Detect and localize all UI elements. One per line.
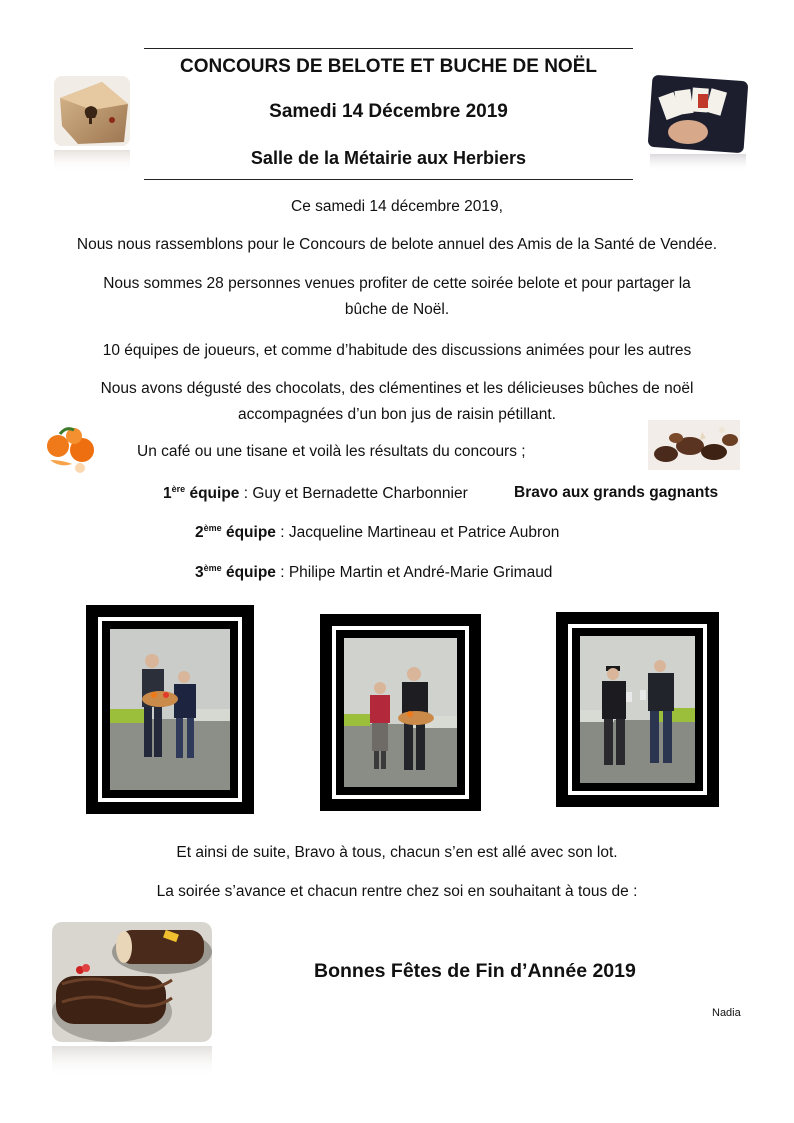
rank-suffix: ème <box>203 523 222 533</box>
result-second-team <box>195 523 559 542</box>
rank-suffix: ème <box>203 563 222 573</box>
intro-date-paragraph: Ce samedi 14 décembre 2019, <box>291 198 503 215</box>
rank-number: 1 <box>163 485 172 503</box>
teams-paragraph: 10 équipes de joueurs, et comme d’habitude des discussions animées pour les autres <box>102 342 692 359</box>
photo-frame-third-team <box>556 612 719 807</box>
third-team-photo <box>580 636 695 783</box>
header-top-rule <box>144 48 633 49</box>
clementines-icon <box>40 420 106 480</box>
results-intro-paragraph: Un café ou une tisane et voilà les résultats du concours ; <box>137 443 526 460</box>
author-signature: Nadia <box>712 1007 741 1019</box>
team-word: équipe <box>225 564 276 582</box>
farewell-paragraph: La soirée s’avance et chacun rentre chez soi en souhaitant à tous de : <box>156 883 638 900</box>
photo-frame-winners <box>86 605 254 814</box>
tasting-paragraph-line1: Nous avons dégusté des chocolats, des clémentines et les délicieuses bûches de noël <box>100 380 694 397</box>
event-venue: Salle de la Métairie aux Herbiers <box>250 148 527 168</box>
result-first-team <box>163 484 468 503</box>
yule-log-icon <box>52 922 212 1080</box>
event-title: CONCOURS DE BELOTE ET BUCHE DE NOËL <box>180 56 597 77</box>
header-bottom-rule <box>144 179 633 180</box>
rank-suffix: ère <box>171 484 186 494</box>
attendance-paragraph-line2: bûche de Noël. <box>344 301 450 318</box>
tasting-paragraph-line2: accompagnées d’un bon jus de raisin pétillant. <box>238 406 556 423</box>
photo-frame-second-team <box>320 614 481 811</box>
team-names: : Jacqueline Martineau et Patrice Aubron <box>275 524 560 542</box>
closing-paragraph: Et ainsi de suite, Bravo à tous, chacun s’en est allé avec son lot. <box>176 844 618 861</box>
winners-photo <box>110 629 230 790</box>
team-word: équipe <box>225 524 276 542</box>
season-greetings: Bonnes Fêtes de Fin d’Année 2019 <box>314 960 636 982</box>
attendance-paragraph-line1: Nous sommes 28 personnes venues profiter de cette soirée belote et pour partager la <box>103 275 691 292</box>
event-date: Samedi 14 Décembre 2019 <box>269 101 508 122</box>
playing-cards-icon <box>648 74 748 174</box>
second-team-photo <box>344 638 457 787</box>
result-third-team <box>195 563 552 582</box>
rank-number: 3 <box>195 564 204 582</box>
team-names: : Guy et Bernadette Charbonnier <box>239 485 468 503</box>
chocolates-icon <box>646 416 742 476</box>
winners-congrats: Bravo aux grands gagnants <box>514 484 719 501</box>
rank-number: 2 <box>195 524 204 542</box>
team-names: : Philipe Martin et André-Marie Grimaud <box>275 564 553 582</box>
gathering-paragraph: Nous nous rassemblons pour le Concours de belote annuel des Amis de la Santé de Vendée. <box>76 236 718 253</box>
team-word: équipe <box>189 485 240 503</box>
dice-icon <box>52 74 134 174</box>
